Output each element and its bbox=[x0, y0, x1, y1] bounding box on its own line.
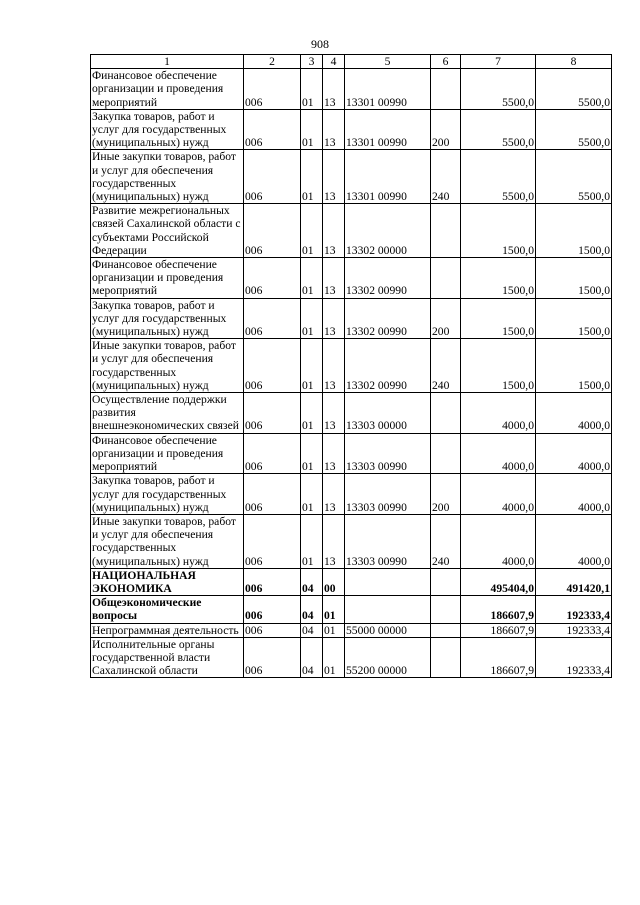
table-row bbox=[91, 514, 612, 568]
section-code-cell: 04 bbox=[301, 623, 323, 637]
amount-year1-cell: 1500,0 bbox=[461, 298, 536, 339]
expense-type-cell: 200 bbox=[431, 474, 461, 515]
target-article-cell: 13302 00990 bbox=[345, 339, 431, 393]
section-code-cell: 01 bbox=[301, 393, 323, 434]
section-code-cell: 01 bbox=[301, 204, 323, 258]
target-article-cell: 13303 00000 bbox=[345, 393, 431, 434]
subsection-code-cell: 13 bbox=[323, 150, 345, 204]
expense-type-cell bbox=[431, 568, 461, 595]
subsection-code-cell: 01 bbox=[323, 596, 345, 623]
ministry-code-cell: 006 bbox=[244, 637, 301, 678]
expense-name-cell: Иные закупки товаров, работ и услуг для обеспечения государственных (муниципальных) нужд bbox=[91, 150, 244, 204]
header-cell: 1 bbox=[91, 55, 244, 69]
budget-table bbox=[90, 54, 612, 678]
amount-year2-cell: 1500,0 bbox=[536, 298, 612, 339]
amount-year2-cell: 192333,4 bbox=[536, 637, 612, 678]
amount-year1-cell: 186607,9 bbox=[461, 596, 536, 623]
expense-name-cell: Закупка товаров, работ и услуг для государственных (муниципальных) нужд bbox=[91, 109, 244, 150]
amount-year2-cell: 5500,0 bbox=[536, 109, 612, 150]
expense-type-cell: 200 bbox=[431, 109, 461, 150]
table-row bbox=[91, 433, 612, 474]
amount-year2-cell: 4000,0 bbox=[536, 393, 612, 434]
amount-year1-cell: 186607,9 bbox=[461, 623, 536, 637]
header-cell: 4 bbox=[323, 55, 345, 69]
amount-year2-cell: 4000,0 bbox=[536, 514, 612, 568]
amount-year2-cell: 5500,0 bbox=[536, 69, 612, 110]
table-body bbox=[91, 69, 612, 678]
subsection-code-cell: 13 bbox=[323, 514, 345, 568]
subsection-code-cell: 13 bbox=[323, 258, 345, 299]
target-article-cell: 13302 00990 bbox=[345, 258, 431, 299]
expense-type-cell: 240 bbox=[431, 514, 461, 568]
expense-name-cell: Закупка товаров, работ и услуг для государственных (муниципальных) нужд bbox=[91, 474, 244, 515]
subsection-code-cell: 13 bbox=[323, 393, 345, 434]
subsection-code-cell: 01 bbox=[323, 637, 345, 678]
target-article-cell: 13302 00990 bbox=[345, 298, 431, 339]
table-row bbox=[91, 258, 612, 299]
page-number: 908 bbox=[311, 37, 329, 51]
amount-year2-cell: 4000,0 bbox=[536, 433, 612, 474]
expense-name-cell: Развитие межрегиональных связей Сахалинской области с субъектами Российской Федерации bbox=[91, 204, 244, 258]
table-row bbox=[91, 339, 612, 393]
target-article-cell: 55200 00000 bbox=[345, 637, 431, 678]
ministry-code-cell: 006 bbox=[244, 150, 301, 204]
expense-type-cell bbox=[431, 433, 461, 474]
ministry-code-cell: 006 bbox=[244, 258, 301, 299]
table-row bbox=[91, 568, 612, 595]
amount-year1-cell: 5500,0 bbox=[461, 69, 536, 110]
amount-year1-cell: 4000,0 bbox=[461, 393, 536, 434]
expense-type-cell bbox=[431, 393, 461, 434]
expense-name-cell: Финансовое обеспечение организации и проведения мероприятий bbox=[91, 69, 244, 110]
expense-name-cell: Общеэкономические вопросы bbox=[91, 596, 244, 623]
section-code-cell: 01 bbox=[301, 150, 323, 204]
expense-type-cell bbox=[431, 623, 461, 637]
target-article-cell: 55000 00000 bbox=[345, 623, 431, 637]
ministry-code-cell: 006 bbox=[244, 204, 301, 258]
section-code-cell: 01 bbox=[301, 433, 323, 474]
ministry-code-cell: 006 bbox=[244, 109, 301, 150]
subsection-code-cell: 13 bbox=[323, 69, 345, 110]
amount-year2-cell: 1500,0 bbox=[536, 339, 612, 393]
target-article-cell: 13301 00990 bbox=[345, 109, 431, 150]
amount-year2-cell: 192333,4 bbox=[536, 596, 612, 623]
ministry-code-cell: 006 bbox=[244, 393, 301, 434]
header-row bbox=[91, 55, 612, 69]
amount-year1-cell: 186607,9 bbox=[461, 637, 536, 678]
expense-type-cell: 240 bbox=[431, 339, 461, 393]
section-code-cell: 01 bbox=[301, 69, 323, 110]
subsection-code-cell: 13 bbox=[323, 474, 345, 515]
amount-year1-cell: 4000,0 bbox=[461, 433, 536, 474]
expense-type-cell bbox=[431, 258, 461, 299]
table-row bbox=[91, 69, 612, 110]
target-article-cell: 13301 00990 bbox=[345, 69, 431, 110]
expense-type-cell bbox=[431, 637, 461, 678]
amount-year2-cell: 192333,4 bbox=[536, 623, 612, 637]
table-row bbox=[91, 596, 612, 623]
subsection-code-cell: 13 bbox=[323, 433, 345, 474]
amount-year1-cell: 4000,0 bbox=[461, 474, 536, 515]
target-article-cell: 13303 00990 bbox=[345, 514, 431, 568]
expense-type-cell: 240 bbox=[431, 150, 461, 204]
expense-type-cell bbox=[431, 204, 461, 258]
expense-type-cell bbox=[431, 69, 461, 110]
expense-type-cell bbox=[431, 596, 461, 623]
table-row bbox=[91, 298, 612, 339]
subsection-code-cell: 01 bbox=[323, 623, 345, 637]
section-code-cell: 01 bbox=[301, 298, 323, 339]
ministry-code-cell: 006 bbox=[244, 433, 301, 474]
ministry-code-cell: 006 bbox=[244, 69, 301, 110]
subsection-code-cell: 13 bbox=[323, 109, 345, 150]
amount-year1-cell: 495404,0 bbox=[461, 568, 536, 595]
section-code-cell: 04 bbox=[301, 568, 323, 595]
target-article-cell: 13303 00990 bbox=[345, 474, 431, 515]
target-article-cell bbox=[345, 568, 431, 595]
expense-name-cell: Исполнительные органы государственной власти Сахалинской области bbox=[91, 637, 244, 678]
header-cell: 3 bbox=[301, 55, 323, 69]
expense-name-cell: Финансовое обеспечение организации и проведения мероприятий bbox=[91, 433, 244, 474]
amount-year2-cell: 1500,0 bbox=[536, 204, 612, 258]
table-row bbox=[91, 393, 612, 434]
expense-name-cell: Финансовое обеспечение организации и проведения мероприятий bbox=[91, 258, 244, 299]
subsection-code-cell: 13 bbox=[323, 339, 345, 393]
table-row bbox=[91, 474, 612, 515]
amount-year2-cell: 4000,0 bbox=[536, 474, 612, 515]
header-cell: 8 bbox=[536, 55, 612, 69]
section-code-cell: 04 bbox=[301, 637, 323, 678]
ministry-code-cell: 006 bbox=[244, 298, 301, 339]
table-row bbox=[91, 204, 612, 258]
table-row bbox=[91, 637, 612, 678]
target-article-cell: 13301 00990 bbox=[345, 150, 431, 204]
header-cell: 7 bbox=[461, 55, 536, 69]
expense-name-cell: Непрограммная деятельность bbox=[91, 623, 244, 637]
amount-year2-cell: 491420,1 bbox=[536, 568, 612, 595]
header-cell: 6 bbox=[431, 55, 461, 69]
table-row bbox=[91, 150, 612, 204]
amount-year1-cell: 5500,0 bbox=[461, 109, 536, 150]
target-article-cell bbox=[345, 596, 431, 623]
expense-type-cell: 200 bbox=[431, 298, 461, 339]
subsection-code-cell: 13 bbox=[323, 298, 345, 339]
expense-name-cell: Иные закупки товаров, работ и услуг для обеспечения государственных (муниципальных) нужд bbox=[91, 514, 244, 568]
amount-year1-cell: 4000,0 bbox=[461, 514, 536, 568]
ministry-code-cell: 006 bbox=[244, 568, 301, 595]
section-code-cell: 01 bbox=[301, 514, 323, 568]
subsection-code-cell: 13 bbox=[323, 204, 345, 258]
expense-name-cell: НАЦИОНАЛЬНАЯ ЭКОНОМИКА bbox=[91, 568, 244, 595]
amount-year2-cell: 5500,0 bbox=[536, 150, 612, 204]
section-code-cell: 04 bbox=[301, 596, 323, 623]
amount-year1-cell: 1500,0 bbox=[461, 258, 536, 299]
expense-name-cell: Иные закупки товаров, работ и услуг для обеспечения государственных (муниципальных) нужд bbox=[91, 339, 244, 393]
amount-year1-cell: 1500,0 bbox=[461, 339, 536, 393]
section-code-cell: 01 bbox=[301, 109, 323, 150]
amount-year2-cell: 1500,0 bbox=[536, 258, 612, 299]
ministry-code-cell: 006 bbox=[244, 514, 301, 568]
target-article-cell: 13303 00990 bbox=[345, 433, 431, 474]
section-code-cell: 01 bbox=[301, 258, 323, 299]
table-row bbox=[91, 109, 612, 150]
ministry-code-cell: 006 bbox=[244, 596, 301, 623]
subsection-code-cell: 00 bbox=[323, 568, 345, 595]
ministry-code-cell: 006 bbox=[244, 339, 301, 393]
ministry-code-cell: 006 bbox=[244, 623, 301, 637]
expense-name-cell: Закупка товаров, работ и услуг для государственных (муниципальных) нужд bbox=[91, 298, 244, 339]
header-cell: 5 bbox=[345, 55, 431, 69]
ministry-code-cell: 006 bbox=[244, 474, 301, 515]
amount-year1-cell: 1500,0 bbox=[461, 204, 536, 258]
table-row bbox=[91, 623, 612, 637]
target-article-cell: 13302 00000 bbox=[345, 204, 431, 258]
section-code-cell: 01 bbox=[301, 339, 323, 393]
header-cell: 2 bbox=[244, 55, 301, 69]
amount-year1-cell: 5500,0 bbox=[461, 150, 536, 204]
section-code-cell: 01 bbox=[301, 474, 323, 515]
expense-name-cell: Осуществление поддержки развития внешнеэкономических связей bbox=[91, 393, 244, 434]
